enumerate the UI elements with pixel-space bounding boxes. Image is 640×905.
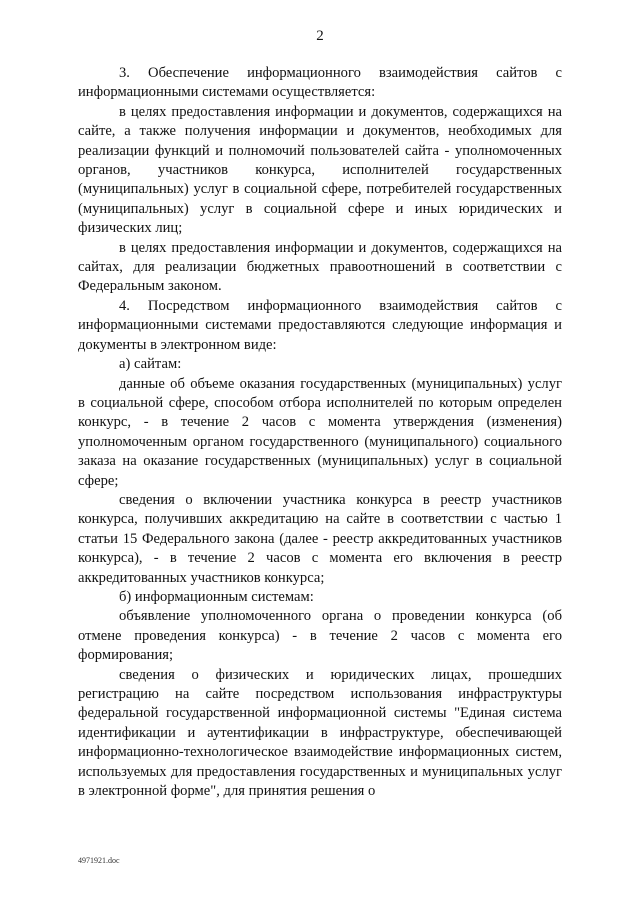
paragraph: в целях предоставления информации и документов, содержащихся на сайтах, для реализации бюджетных правоотношений в соответствии с Федеральным законом.	[78, 239, 562, 295]
footer-file-name: 4971921.doc	[78, 856, 120, 865]
paragraph: сведения о физических и юридических лицах, прошедших регистрацию на сайте посредством использования инфраструктуры федеральной государственной информационной системы "Единая система идентификации и аутентификации в инфраструктуре, обеспечивающей информационно-технологическое взаимодействие информационных систем, используемых для предоставления государственных и муниципальных услуг в электронной форме", для принятия решения о	[78, 666, 562, 800]
document-body	[78, 64, 562, 801]
paragraph: а) сайтам:	[119, 356, 182, 373]
paragraph: объявление уполномоченного органа о проведении конкурса (об отмене проведения конкурса) - в течение 2 часов с момента его формирования;	[78, 608, 562, 664]
paragraph: 3. Обеспечение информационного взаимодействия сайтов с информационными системами осуществляется:	[78, 65, 562, 101]
paragraph: в целях предоставления информации и документов, содержащихся на сайте, а также получения информации и документов, необходимых для реализации функций и полномочий пользователей сайта - уполномоченных органов, участников конкурса, исполнителей государственных (муниципальных) услуг в социальной сфере, потребителей государственных (муниципальных) услуг в социальной сфере и иных юридических и физических лиц;	[78, 103, 562, 237]
paragraph: сведения о включении участника конкурса в реестр участников конкурса, получивших аккредитацию на сайте в соответствии с частью 1 статьи 15 Федерального закона (далее - реестр аккредитованных участников конкурса), - в течение 2 часов с момента его включения в реестр аккредитованных участников конкурса;	[78, 491, 562, 586]
paragraph: данные об объеме оказания государственных (муниципальных) услуг в социальной сфере, способом отбора исполнителей по которым определен конкурс, - в течение 2 часов с момента утверждения (изменения) уполномоченным органом государственного (муниципального) социального заказа на оказание государственных (муниципальных) услуг в социальной сфере;	[78, 375, 562, 489]
paragraph: 4. Посредством информационного взаимодействия сайтов с информационными системами предоставляются следующие информация и документы в электронном виде:	[78, 297, 562, 353]
page-number: 2	[316, 28, 324, 44]
paragraph: б) информационным системам:	[119, 588, 314, 605]
